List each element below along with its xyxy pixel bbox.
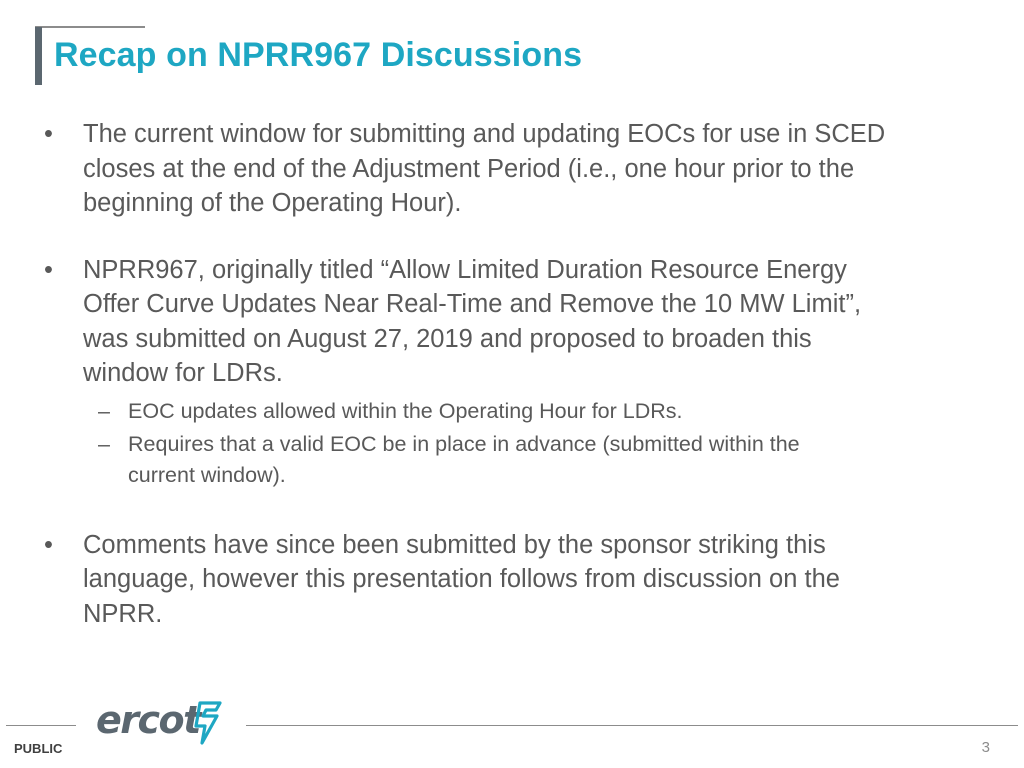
- sub-bullet-2-line-2: current window).: [128, 462, 286, 487]
- logo-wordmark: ercot: [96, 698, 200, 742]
- bullet-dot: •: [44, 530, 53, 559]
- footer-rule-left: [6, 725, 76, 726]
- bullet-3: [40, 528, 990, 632]
- bullet-3-line-2: language, however this presentation follows from discussion on the: [83, 565, 840, 593]
- bullet-3-line-1: Comments have since been submitted by the sponsor striking this: [83, 530, 826, 559]
- ercot-logo: [96, 698, 228, 750]
- slide-body: [40, 117, 990, 631]
- bullet-2-line-4: window for LDRs.: [83, 359, 283, 387]
- sub-bullet-2-line-1: Requires that a valid EOC be in place in advance (submitted within the: [128, 431, 800, 456]
- bullet-2: [40, 253, 990, 391]
- bullet-3-line-3: NPRR.: [83, 599, 163, 628]
- lightning-bolt-icon: [190, 700, 224, 746]
- sub-bullet-2: [40, 428, 990, 490]
- bullet-2-line-2: Offer Curve Updates Near Real-Time and Remove the 10 MW Limit”,: [83, 290, 862, 318]
- bullet-1-line-1: The current window for submitting and updating EOCs for use in SCED: [83, 120, 886, 148]
- bullet-2-subitems: [40, 395, 990, 490]
- sub-bullet-1: [40, 395, 990, 428]
- page-number: 3: [981, 739, 990, 756]
- sub-bullet-dash: –: [98, 398, 110, 423]
- bullet-dot: •: [44, 255, 53, 284]
- bullet-1-line-2: closes at the end of the Adjustment Period (i.e., one hour prior to the: [83, 154, 855, 183]
- slide-title: Recap on NPRR967 Discussions: [54, 36, 583, 74]
- sub-bullet-dash: –: [98, 431, 110, 456]
- bullet-1: [40, 117, 990, 221]
- sub-bullet-1-line-1: EOC updates allowed within the Operating Hour for LDRs.: [128, 398, 683, 423]
- bullet-2-line-1: NPRR967, originally titled “Allow Limited Duration Resource Energy: [83, 255, 847, 284]
- title-accent-bar: [35, 27, 42, 85]
- title-top-rule: [35, 26, 145, 28]
- classification-label: PUBLIC: [14, 741, 63, 756]
- footer-rule-right: [246, 725, 1018, 726]
- bullet-1-line-3: beginning of the Operating Hour).: [83, 189, 462, 217]
- bullet-dot: •: [44, 120, 53, 148]
- bullet-2-line-3: was submitted on August 27, 2019 and proposed to broaden this: [83, 324, 812, 353]
